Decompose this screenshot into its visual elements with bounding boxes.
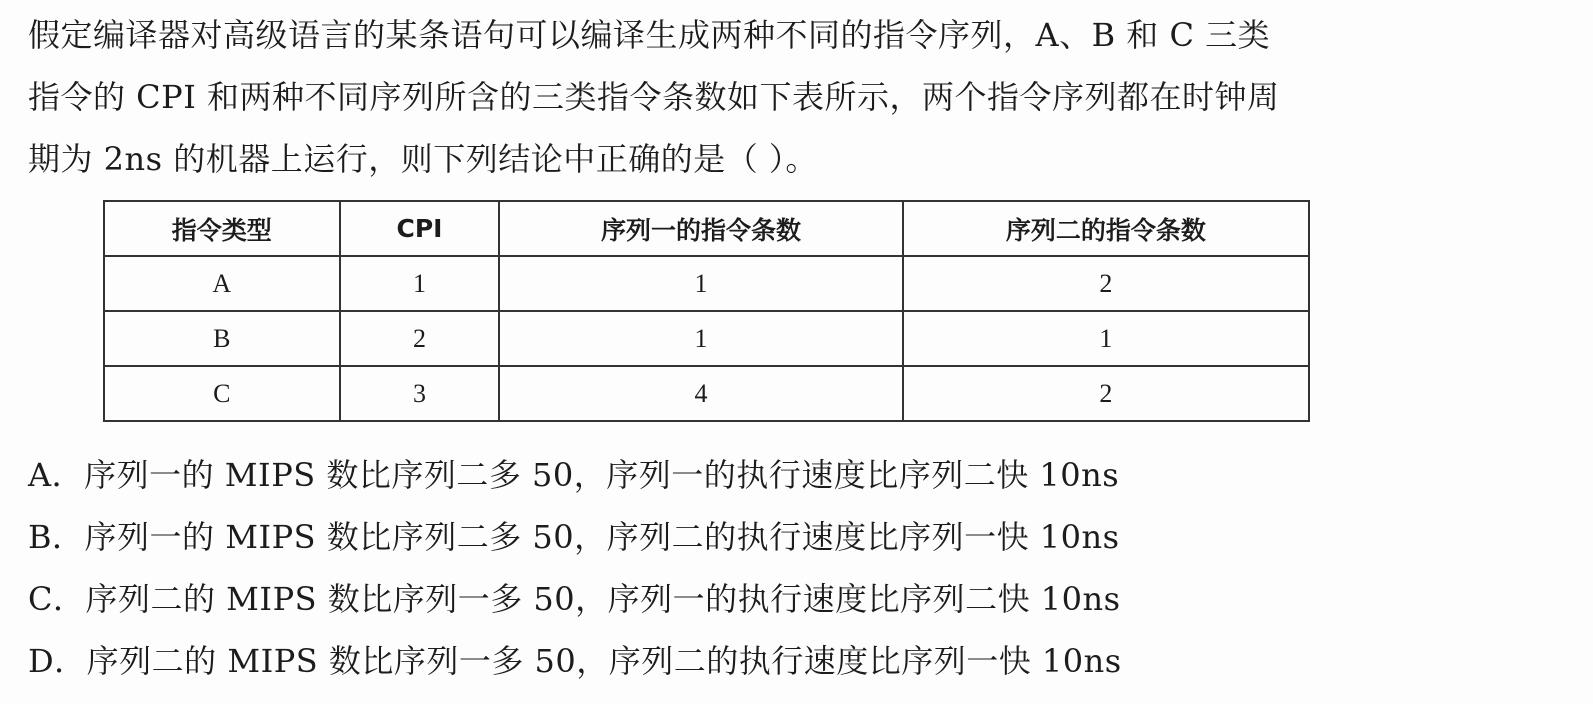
cell-seq2: 2 [903,366,1309,421]
cell-cpi: 1 [340,256,500,311]
question-line-1: 假定编译器对高级语言的某条语句可以编译生成两种不同的指令序列，A、B 和 C 三类 [28,16,1271,54]
cell-type: A [104,256,340,311]
cell-cpi: 2 [340,311,500,366]
table-header-row [104,201,1309,256]
question-text [28,4,1573,190]
option-a[interactable]: A．序列一的 MIPS 数比序列二多 50，序列一的执行速度比序列二快 10ns [28,456,1120,494]
header-seq2-count: 序列二的指令条数 [903,201,1309,256]
cell-seq1: 4 [499,366,902,421]
option-c[interactable]: C．序列二的 MIPS 数比序列一多 50，序列一的执行速度比序列二快 10ns [28,580,1121,618]
header-seq1-count: 序列一的指令条数 [499,201,902,256]
cell-seq1: 1 [499,311,902,366]
cell-cpi: 3 [340,366,500,421]
instruction-table [103,200,1310,422]
header-cpi: CPI [340,201,500,256]
cell-type: C [104,366,340,421]
question-line-3: 期为 2ns 的机器上运行，则下列结论中正确的是（ ）。 [28,140,818,178]
table-row [104,366,1309,421]
question-line-2: 指令的 CPI 和两种不同序列所含的三类指令条数如下表所示，两个指令序列都在时钟周 [28,78,1280,116]
option-b[interactable]: B．序列一的 MIPS 数比序列二多 50，序列二的执行速度比序列一快 10ns [28,518,1120,556]
cell-seq2: 2 [903,256,1309,311]
table-row [104,311,1309,366]
table-row [104,256,1309,311]
cell-seq1: 1 [499,256,902,311]
option-d[interactable]: D．序列二的 MIPS 数比序列一多 50，序列二的执行速度比序列一快 10ns [28,642,1122,680]
header-instruction-type: 指令类型 [104,201,340,256]
cell-type: B [104,311,340,366]
cell-seq2: 1 [903,311,1309,366]
answer-options [28,444,1122,692]
